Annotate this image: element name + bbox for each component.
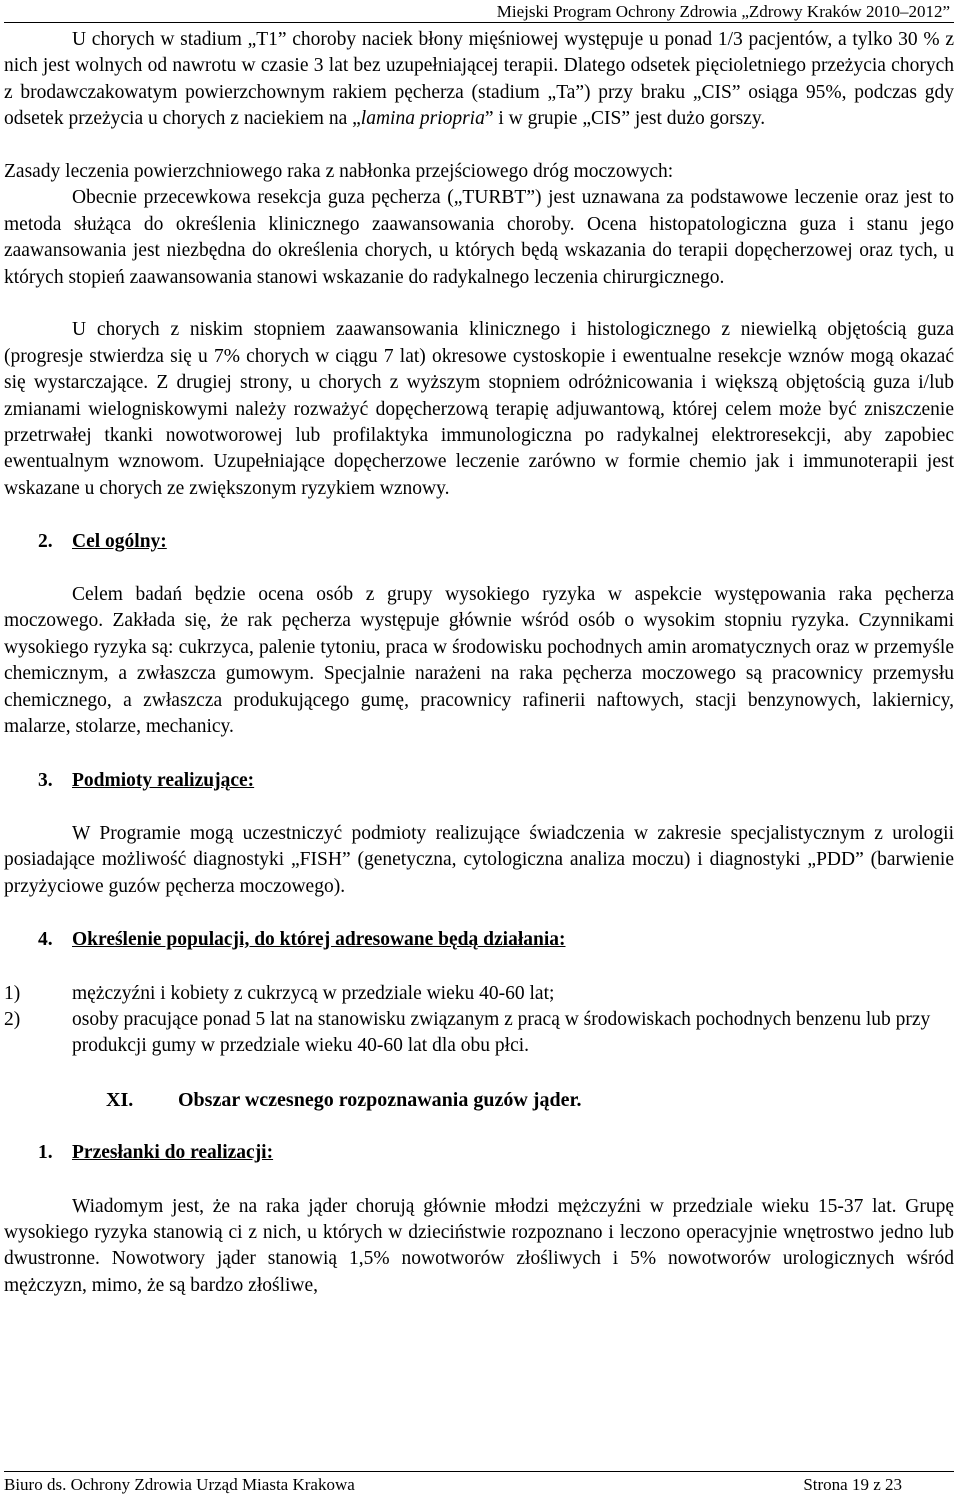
- spacer: [4, 900, 954, 927]
- paragraph-t1-text: U chorych w stadium „T1” choroby naciek błony mięśniowej występuje u ponad 1/3 pacjentów, a tylko 30 % z nich jest wolnych od nawrotu w czasie 3 lat bez uzupełniającej terapii. Dlatego odsetek pięcioletniego przeżycia chorych z brodawczakowatym powierzchownym rakiem pęcherza (stadium „Ta”) przy braku „CIS” osiąga 95%, podczas gdy odsetek przeżycia u chorych z naciekiem na „: [4, 29, 954, 130]
- spacer: [4, 555, 954, 582]
- paragraph-low-risk: U chorych z niskim stopniem zaawansowania klinicznego i histologicznego z niewielką objętością guza (progresje stwierdza się u 7% chorych w ciągu 7 lat) okresowe cystoskopie i ewentualne resekcje wznów mogą okazać się wystarczające. Z drugiej strony, u chorych z wyższym stopniem odróżnicowania i większą objętością guza i/lub zmianami wielogniskowymi należy rozważyć dopęcherzową terapię adjuwantową, której celem może być zniszczenie przetrwałej tkanki nowotworowej lub profilaktyka immunologiczna po radykalnej elektroresekcji, aby zapobiec ewentualnym wznowom. Uzupełniające dopęcherzowe leczenie zarówno w formie chemio jak i immunoterapii jest wskazane u chorych ze zwiększonym ryzykiem wznowy.: [4, 319, 954, 499]
- chapter-title: Obszar wczesnego rozpoznawania guzów jąder.: [178, 1088, 582, 1111]
- spacer: [4, 502, 954, 528]
- section-heading-cel-ogolny: [4, 529, 954, 555]
- page-number: Strona 19 z 23: [803, 1475, 902, 1494]
- running-header: Miejski Program Ochrony Zdrowia „Zdrowy Kraków 2010–2012”: [496, 2, 950, 21]
- paragraph-treatment-title: Zasady leczenia powierzchniowego raka z nabłonka przejściowego dróg moczowych:: [4, 161, 674, 183]
- chapter-number: XI.: [106, 1088, 134, 1111]
- section-title: Określenie populacji, do której adresowane będą działania:: [72, 929, 566, 951]
- footer-rule: [4, 1471, 954, 1472]
- section-number: 4.: [38, 929, 53, 951]
- spacer: [4, 1167, 954, 1194]
- paragraph-goal: Celem badań będzie ocena osób z grupy wysokiego ryzyka w aspekcie występowania raka pęcherza moczowego. Zakłada się, że rak pęcherza występuje głównie wśród osób o wysokim stopniu ryzyka. Czynnikami wysokiego ryzyka są: cukrzyca, palenie tytoniu, praca w środowisku pochodnych amin aromatycznych oraz w przemyśle chemicznym, a zwłaszcza gumowym. Specjalnie narażeni na raka pęcherza moczowego są pracownicy przemysłu chemicznego, a zwłaszcza produkującego gumę, pracownicy rafinerii naftowych, stacji benzynowych, lakiernicy, malarze, stolarze, mechanicy.: [4, 584, 954, 738]
- spacer: [4, 1113, 954, 1140]
- spacer: [4, 1060, 954, 1087]
- footer-office: Biuro ds. Ochrony Zdrowia Urząd Miasta Krakowa: [4, 1475, 355, 1494]
- section-heading-populacja: [4, 927, 954, 953]
- spacer: [4, 133, 954, 159]
- list-item: [4, 1007, 954, 1060]
- chapter-heading: [4, 1087, 954, 1113]
- lamina-propria-term: lamina priopria: [360, 108, 485, 130]
- paragraph-testicular: Wiadomym jest, że na raka jąder chorują głównie młodzi mężczyźni w przedziale wieku 15-37 lat. Grupę wysokiego ryzyka stanowią ci z nich, u których w dzieciństwie rozpoznano i leczono operacyjnie wnętrostwo jedno lub dwustronne. Nowotwory jąder stanowią 1,5% nowotworów złośliwych i 5% nowotworów urologicznych wśród mężczyzn, mimo, że są bardzo złośliwe,: [4, 1195, 954, 1296]
- list-marker: 2): [4, 1008, 21, 1030]
- section-number: 2.: [38, 530, 53, 552]
- spacer: [4, 291, 954, 317]
- paragraph-treatment-body: Obecnie przecewkowa resekcja guza pęcherza („TURBT”) jest uznawana za podstawowe leczenie oraz jest to metoda służąca do określenia klinicznego zaawansowania choroby. Ocena histopatologiczna guza i stanu jego zaawansowania jest niezbędna do określenia chorych, u których będą wskazania do terapii dopęcherzowej oraz tych, u których stopień zaawansowania stanowi wskazanie do radykalnego leczenia chirurgicznego.: [4, 187, 954, 288]
- section-heading-podmioty: [4, 768, 954, 794]
- section-title: Cel ogólny:: [72, 530, 167, 552]
- list-item: [4, 981, 954, 1007]
- list-marker: 1): [4, 982, 21, 1004]
- section-heading-przeslanki: [4, 1140, 954, 1166]
- paragraph-entities: W Programie mogą uczestniczyć podmioty realizujące świadczenia w zakresie specjalistycznym z urologii posiadające możliwość diagnostyki „FISH” (genetyczna, cytologiczna analiza moczu) i diagnostyki „PDD” (barwienie przyżyciowe guzów pęcherza moczowego).: [4, 822, 954, 897]
- spacer: [4, 794, 954, 821]
- section-title: Podmioty realizujące:: [72, 769, 255, 791]
- list-item-text: osoby pracujące ponad 5 lat na stanowisku związanym z pracą w środowiskach pochodnych benzenu lub przy produkcji gumy w przedziale wieku 40-60 lat dla obu płci.: [72, 1008, 931, 1057]
- section-number: 1.: [38, 1142, 53, 1164]
- section-number: 3.: [38, 769, 53, 791]
- paragraph-t1-end: ” i w grupie „CIS” jest dużo gorszy.: [484, 108, 766, 130]
- spacer: [4, 741, 954, 768]
- section-title: Przesłanki do realizacji:: [72, 1142, 274, 1164]
- list-item-text: mężczyźni i kobiety z cukrzycą w przedziale wieku 40-60 lat;: [72, 982, 555, 1004]
- header-rule: [4, 22, 954, 23]
- spacer: [4, 954, 954, 981]
- paragraph-t1-stage: [4, 27, 954, 133]
- page-content: [4, 27, 954, 1299]
